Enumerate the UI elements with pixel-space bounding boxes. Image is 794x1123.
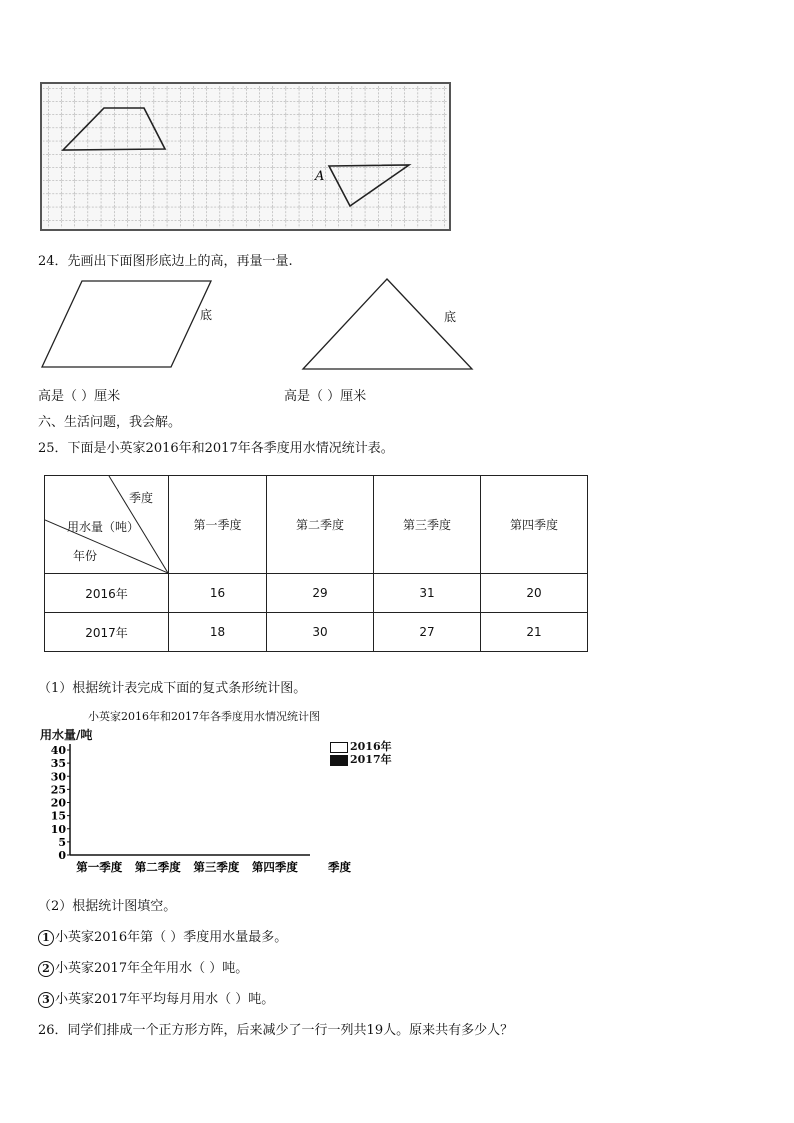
row-year: 2017年 xyxy=(45,613,169,652)
table-header-corner xyxy=(45,476,169,574)
y-tick-label: 15 xyxy=(50,809,66,823)
corner-bottom-label: 年份 xyxy=(73,549,98,563)
y-tick-label: 40 xyxy=(50,744,66,757)
q25-blank2: 2 小英家2017年全年用水（ ）吨。 xyxy=(38,957,248,977)
table-cell: 29 xyxy=(267,574,374,613)
base-label-1: 底 xyxy=(200,308,213,322)
q24-answer-2: 高是（ ）厘米 xyxy=(284,389,367,404)
table-cell: 20 xyxy=(481,574,588,613)
table-cell: 16 xyxy=(169,574,267,613)
parallelogram-figure xyxy=(40,278,220,370)
column-header: 第四季度 xyxy=(481,476,588,574)
q24-title: 24．先画出下面图形底边上的高，再量一量. xyxy=(38,254,293,269)
row-year: 2016年 xyxy=(45,574,169,613)
circle-number: 3 xyxy=(38,992,54,1008)
table-cell: 31 xyxy=(374,574,481,613)
column-header: 第三季度 xyxy=(374,476,481,574)
legend-2016: 2016年 xyxy=(330,740,392,753)
table-cell: 21 xyxy=(481,613,588,652)
y-tick-label: 30 xyxy=(50,770,66,784)
y-tick-label: 35 xyxy=(50,757,66,771)
y-tick-label: 10 xyxy=(50,822,66,836)
circle-number: 2 xyxy=(38,961,54,977)
bar-chart xyxy=(40,740,360,880)
water-usage-table xyxy=(44,475,588,652)
column-header: 第一季度 xyxy=(169,476,267,574)
x-category-label: 第三季度 xyxy=(193,860,240,874)
chart-title: 小英家2016年和2017年各季度用水情况统计图 xyxy=(88,710,320,723)
table-row xyxy=(45,574,588,613)
q24-answer-1: 高是（ ）厘米 xyxy=(38,389,121,404)
table-row xyxy=(45,613,588,652)
table-cell: 30 xyxy=(267,613,374,652)
x-category-label: 第四季度 xyxy=(251,860,298,874)
chart-ylabel: 用水量/吨 xyxy=(40,728,93,742)
x-axis-label: 季度 xyxy=(328,860,351,874)
q26-title: 26．同学们排成一个正方形方阵，后来减少了一行一列共19人。原来共有多少人？ xyxy=(38,1023,514,1038)
y-tick-label: 25 xyxy=(50,783,66,797)
corner-top-label: 季度 xyxy=(129,491,154,505)
section6-title: 六、生活问题，我会解。 xyxy=(38,415,182,430)
x-category-label: 第二季度 xyxy=(134,860,181,874)
y-tick-label: 5 xyxy=(58,835,66,849)
y-tick-label: 20 xyxy=(50,796,66,810)
grid-figure xyxy=(40,82,454,234)
base-label-2: 底 xyxy=(444,310,457,324)
point-a-label: A xyxy=(315,169,325,184)
table-cell: 18 xyxy=(169,613,267,652)
q25-part2: （2）根据统计图填空。 xyxy=(38,899,177,914)
column-header: 第二季度 xyxy=(267,476,374,574)
q25-title: 25．下面是小英家2016年和2017年各季度用水情况统计表。 xyxy=(38,441,394,456)
q25-blank1: 1 小英家2016年第（ ）季度用水量最多。 xyxy=(38,926,287,946)
y-tick-label: 0 xyxy=(58,849,66,862)
circle-number: 1 xyxy=(38,930,54,946)
q25-blank3: 3 小英家2017年平均每月用水（ ）吨。 xyxy=(38,988,274,1008)
table-cell: 27 xyxy=(374,613,481,652)
corner-middle-label: 用水量（吨） xyxy=(67,520,140,534)
legend-2017: 2017年 xyxy=(330,753,392,766)
q25-part1: （1）根据统计表完成下面的复式条形统计图。 xyxy=(38,681,307,696)
x-category-label: 第一季度 xyxy=(76,860,123,874)
